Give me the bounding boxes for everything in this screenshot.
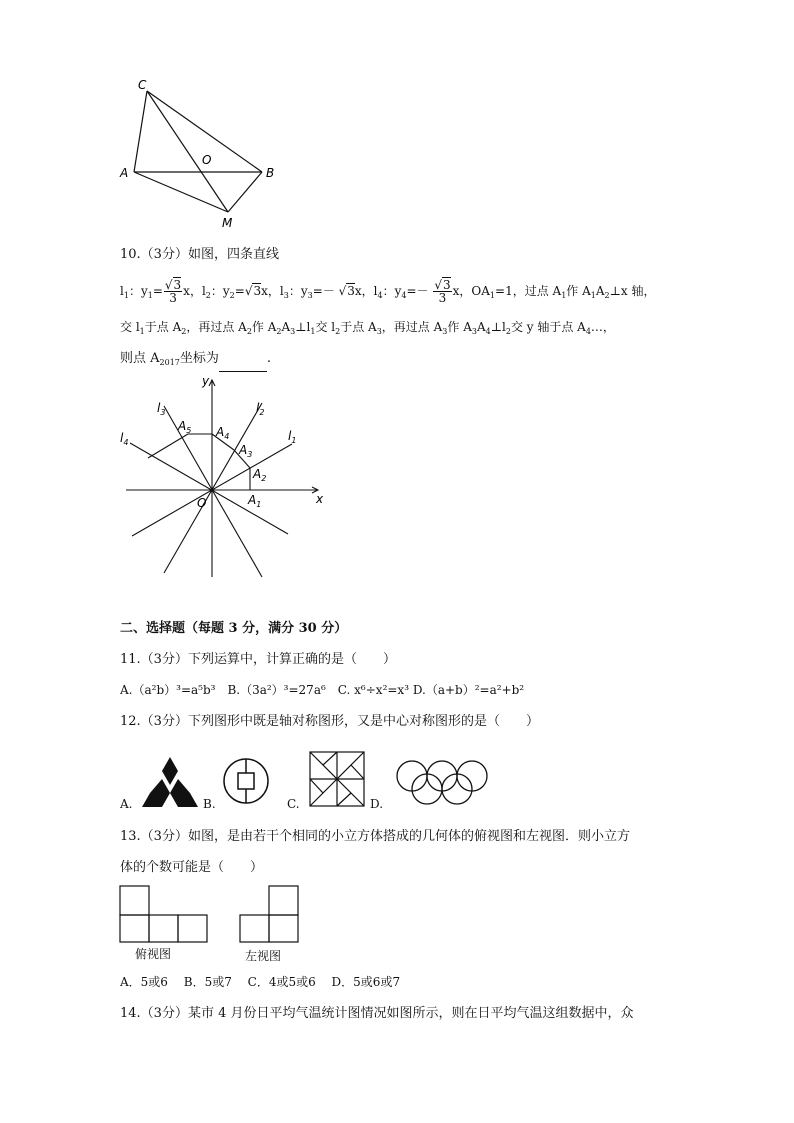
q13-stem-1: 13.（3分）如图，是由若干个相同的小立方体搭成的几何体的俯视图和左视图．则小立方 xyxy=(120,829,630,844)
left-view-figure xyxy=(238,883,302,945)
q12-option-c-figure xyxy=(308,750,366,808)
q12-opt-b-label: B. xyxy=(203,797,216,811)
origin-label: O xyxy=(197,496,207,510)
q12-opt-a-label: A. xyxy=(120,797,133,811)
section-title: 二、选择题（每题 3 分，满分 30 分） xyxy=(120,621,348,636)
q12-option-d-figure xyxy=(392,758,494,806)
q14-stem: 14.（3分）某市 4 月份日平均气温统计图情况如图所示，则在日平均气温这组数据中，众 xyxy=(120,1006,634,1021)
top-view-label: 俯视图 xyxy=(135,947,172,961)
q13-stem-2: 体的个数可能是（ ） xyxy=(120,860,264,875)
left-view-label: 左视图 xyxy=(245,949,282,963)
axis-y-label: y xyxy=(202,374,210,388)
q10-line1: $l_1$：$y_1=$ $\frac{√3}{3}$ x，$l_2$：$y_2=√3x$，$l_3$：$y_3=- √3x$，$l_4$：$y_4=-$ $\frac{√3}{3}$ x，$OA_1=1$，过点 $A_1$作 $A_1A_2\perp x$ 轴， xyxy=(120,278,656,305)
label-a2: $A_2$ xyxy=(253,467,267,483)
label-l2: $l_2$ xyxy=(256,401,265,417)
q10-line2: 交 $l_1$于点 $A_2$，再过点 $A_2$作 $A_2A_3\perp l_1$交 $l_2$于点 $A_3$，再过点 $A_3$作 $A_3A_4\perp l_2$交 y 轴于点 $A_4\dots$， xyxy=(120,320,615,336)
label-m: M xyxy=(222,216,233,230)
q12-option-a-figure xyxy=(140,755,200,809)
q12-option-b-figure xyxy=(220,756,272,806)
label-o: O xyxy=(202,153,212,167)
triangle-figure xyxy=(110,75,300,235)
q13-options: A．5或6 B．5或7 C．4或5或6 D．5或6或7 xyxy=(120,975,401,989)
label-c: C xyxy=(138,78,147,92)
label-a: A xyxy=(120,166,129,180)
q10-header: 10.（3分）如图，四条直线 xyxy=(120,247,279,262)
label-l4: $l_4$ xyxy=(120,431,129,447)
label-b: B xyxy=(266,166,275,180)
q12-stem: 12.（3分）下列图形中既是轴对称图形，又是中心对称图形的是（ ） xyxy=(120,714,539,729)
label-a5: $A_5$ xyxy=(178,419,192,435)
q12-opt-d-label: D. xyxy=(370,797,384,811)
label-l1: $l_1$ xyxy=(288,429,297,445)
label-a1: $A_1$ xyxy=(248,493,262,509)
label-a4: $A_4$ xyxy=(216,425,230,441)
four-lines-figure xyxy=(112,372,332,582)
q11-stem: 11.（3分）下列运算中，计算正确的是（ ） xyxy=(120,652,396,667)
axis-x-label: x xyxy=(316,492,324,506)
label-a3: $A_3$ xyxy=(239,443,253,459)
label-l3: $l_3$ xyxy=(157,401,166,417)
q10-line3: 则点 $A_{2017}$坐标为 . xyxy=(120,350,271,372)
answer-blank xyxy=(219,359,267,372)
q12-opt-c-label: C. xyxy=(287,797,300,811)
q11-options: A.（a²b）³=a⁵b³ B.（3a²）³=27a⁶ C. x⁶÷x²=x³ D.（a+b）²=a²+b² xyxy=(120,683,525,697)
top-view-figure xyxy=(118,883,210,945)
